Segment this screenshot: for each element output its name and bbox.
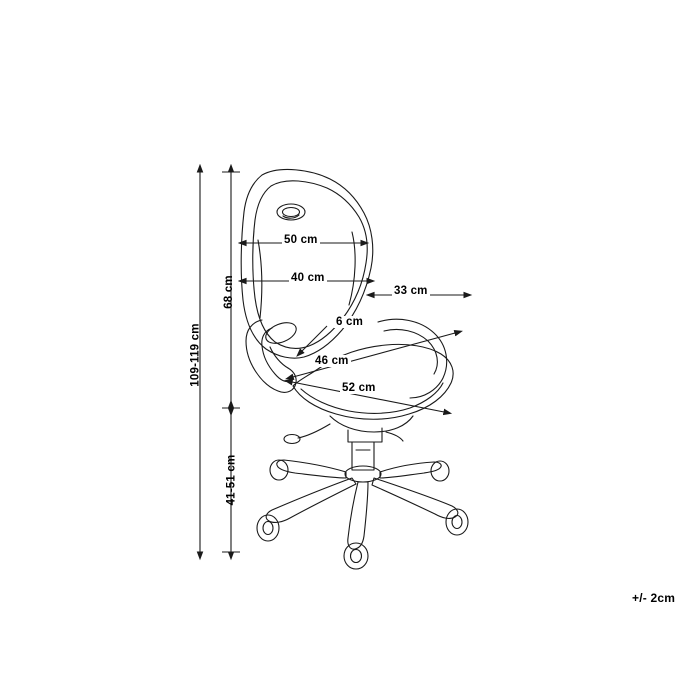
chair-outline-group — [241, 169, 468, 569]
castor-front-left — [257, 515, 279, 541]
seat-underside — [330, 416, 413, 432]
label-total-height: 109-119 cm — [189, 323, 202, 387]
base-leg-front-left — [266, 478, 356, 522]
label-backrest-top-width: 50 cm — [284, 234, 318, 246]
base-leg-center-front — [348, 482, 368, 549]
castor-rear-left — [270, 460, 288, 480]
label-seat-height: 41-51 cm — [225, 454, 238, 506]
label-seat-diagonal: 52 cm — [342, 382, 376, 394]
castor-center-front-hub — [351, 550, 362, 563]
armrest-left-pad — [263, 319, 299, 348]
backrest-crease-left — [258, 240, 262, 318]
armrest-right-outer — [378, 319, 447, 398]
armrest-right-inner — [384, 329, 437, 374]
headrest-grommet-inner — [283, 208, 300, 217]
base-hub — [345, 466, 381, 482]
castor-center-front — [344, 543, 368, 569]
tolerance-note: +/- 2cm — [632, 591, 676, 605]
castor-front-left-hub — [263, 522, 273, 535]
label-backrest-lower-width: 40 cm — [291, 272, 325, 284]
castor-front-right — [446, 509, 468, 535]
base-leg-front-right — [372, 478, 458, 518]
tilt-lever-knob — [284, 435, 300, 444]
label-seat-width: 46 cm — [315, 355, 349, 367]
label-seat-depth: 33 cm — [394, 285, 428, 297]
label-armrest-thickness: 6 cm — [336, 316, 364, 328]
castor-front-right-hub — [452, 516, 462, 529]
height-lever — [386, 432, 403, 441]
tilt-lever-arm — [298, 424, 330, 438]
seat-mechanism-block — [348, 428, 382, 442]
label-backrest-height: 68 cm — [222, 275, 235, 309]
